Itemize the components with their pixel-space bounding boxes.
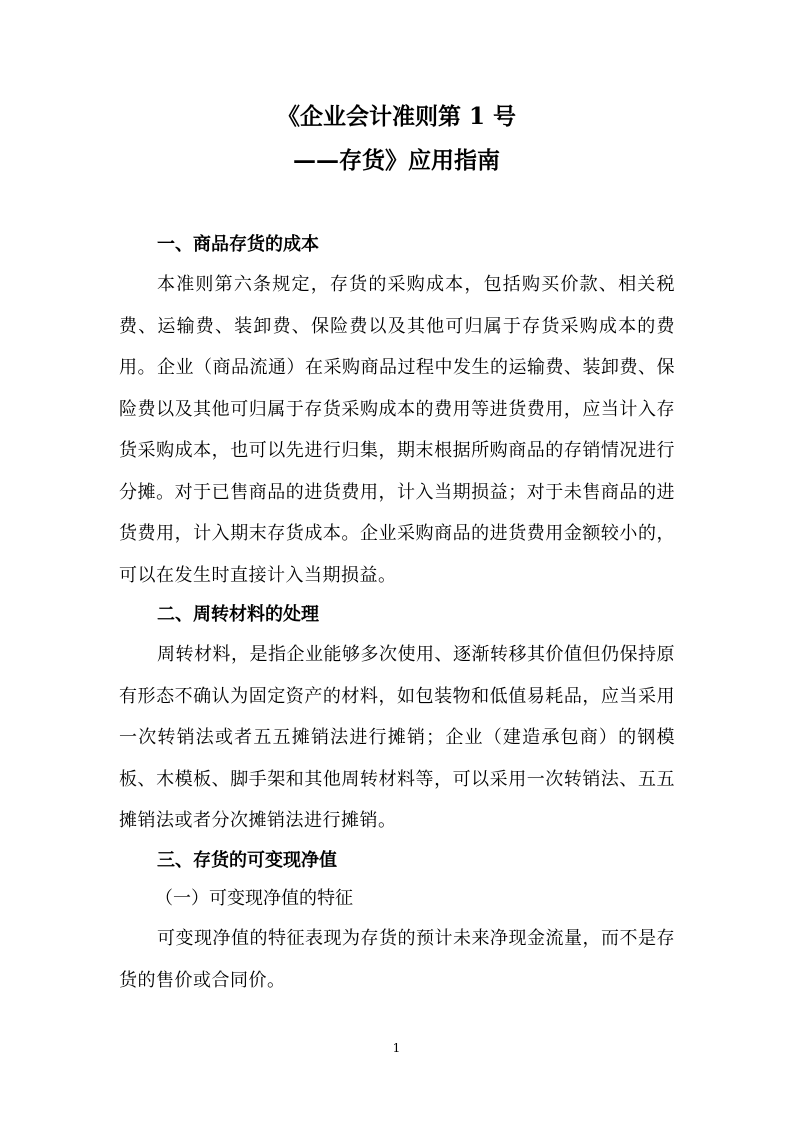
document-body — [119, 226, 675, 1001]
paragraph-purchase-expenses: 企业（商品流通）在采购商品过程中发生的运输费、装卸费、保险费以及其他可归属于存货采购成本的费用等进货费用，应当计入存货采购成本，也可以先进行归集，期末根据所购商品的存销情况进行分摊。对于已售商品的进货费用，计入当期损益；对于未售商品的进货费用，计入期末存货成本。企业采购商品的进货费用金额较小的，可以在发生时直接计入当期损益。 — [119, 357, 675, 586]
section-heading-inventory-cost: 一、商品存货的成本 — [157, 234, 319, 255]
paragraph-nrv-features: 可变现净值的特征表现为存货的预计未来净现金流量，而不是存货的售价或合同价。 — [119, 928, 675, 991]
paragraph-turnover-materials: 周转材料，是指企业能够多次使用、逐渐转移其价值但仍保持原有形态不确认为固定资产的材料，如包装物和低值易耗品，应当采用一次转销法或者五五摊销法进行摊销；企业（建造承包商）的钢模板、木模板、脚手架和其他周转材料等，可以采用一次转销法、五五摊销法或者分次摊销法进行摊销。 — [119, 644, 675, 831]
paragraph-purchase-cost: 本准则第六条规定，存货的采购成本，包括购买价款、相关税费、运输费、装卸费、保险费以及其他可归属于存货采购成本的费用。 — [119, 274, 675, 378]
section-heading-turnover-materials: 二、周转材料的处理 — [157, 604, 319, 625]
document-title-line-2: ——存货》应用指南 — [293, 147, 500, 174]
subsection-heading-nrv-features: （一）可变现净值的特征 — [155, 888, 353, 909]
document-title-line-1: 《企业会计准则第 1 号 — [276, 103, 517, 130]
page-number: 1 — [392, 1041, 401, 1055]
section-heading-net-realizable-value: 三、存货的可变现净值 — [157, 850, 337, 871]
